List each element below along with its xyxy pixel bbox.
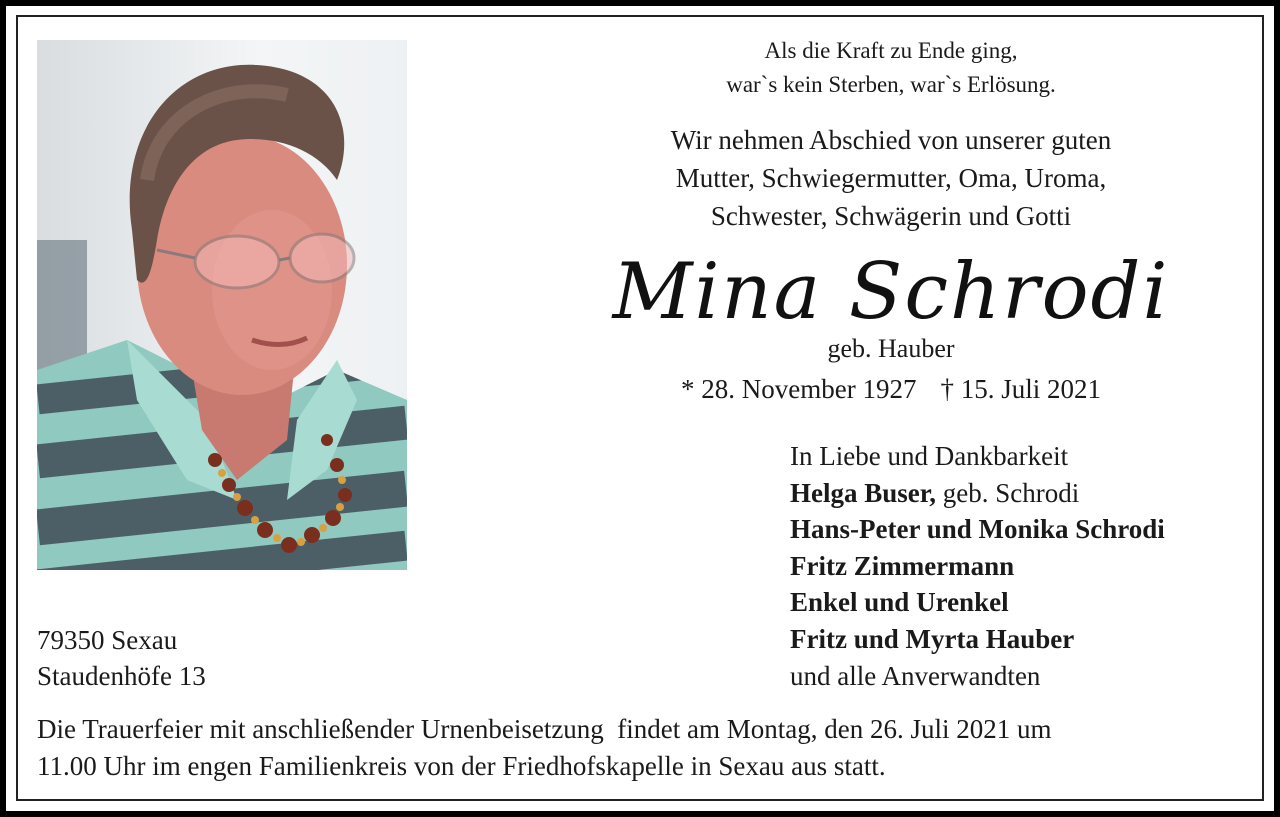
mourner-helga xyxy=(790,475,1260,512)
mourner-fritz-z xyxy=(790,548,1260,585)
intro-line-2: Mutter, Schwiegermutter, Oma, Uroma, xyxy=(675,163,1107,193)
death-date: † 15. Juli 2021 xyxy=(940,374,1101,404)
mourner-hans-peter-name: Hans-Peter und Monika Schrodi xyxy=(790,514,1165,545)
intro-line-3: Schwester, Schwägerin und Gotti xyxy=(710,201,1072,231)
verse-line-2: war`s kein Sterben, war`s Erlösung. xyxy=(726,72,1056,97)
funeral-info xyxy=(37,711,1257,785)
mourners-list xyxy=(790,438,1260,694)
address-city: 79350 Sexau xyxy=(37,625,178,655)
mourners-intro: In Liebe und Dankbarkeit xyxy=(790,441,1069,471)
address-street: Staudenhöfe 13 xyxy=(37,661,206,691)
mourner-grandchildren xyxy=(790,584,1260,621)
life-dates xyxy=(546,371,1236,407)
mourner-helga-name: Helga Buser, xyxy=(790,477,937,508)
verse xyxy=(566,34,1216,102)
portrait-illustration xyxy=(37,40,407,570)
farewell-intro xyxy=(546,121,1236,235)
birth-name: geb. Hauber xyxy=(827,334,955,363)
funeral-line-1: Die Trauerfeier mit anschließender Urnenbeisetzung findet am Montag, den 26. Juli 2021 um xyxy=(37,714,1052,744)
intro-line-1: Wir nehmen Abschied von unserer guten xyxy=(670,125,1112,155)
mourner-fritz-myrta xyxy=(790,621,1260,658)
deceased-name: Mina Schrodi xyxy=(612,247,1170,337)
obituary-notice xyxy=(6,6,1274,811)
verse-line-1: Als die Kraft zu Ende ging, xyxy=(764,38,1018,63)
mourner-hans-peter xyxy=(790,511,1260,548)
address xyxy=(37,622,437,694)
mourner-fritz-z-name: Fritz Zimmermann xyxy=(790,550,1015,581)
portrait-photo xyxy=(37,40,407,570)
mourner-fritz-myrta-name: Fritz und Myrta Hauber xyxy=(790,623,1075,654)
mourner-helga-birthname: geb. Schrodi xyxy=(936,477,1080,508)
funeral-line-2: 11.00 Uhr im engen Familienkreis von der Friedhofskapelle in Sexau aus statt. xyxy=(37,751,886,781)
mourner-grandchildren-name: Enkel und Urenkel xyxy=(790,587,1009,618)
mourners-closing: und alle Anverwandten xyxy=(790,660,1041,691)
birth-date: * 28. November 1927 xyxy=(681,374,917,404)
